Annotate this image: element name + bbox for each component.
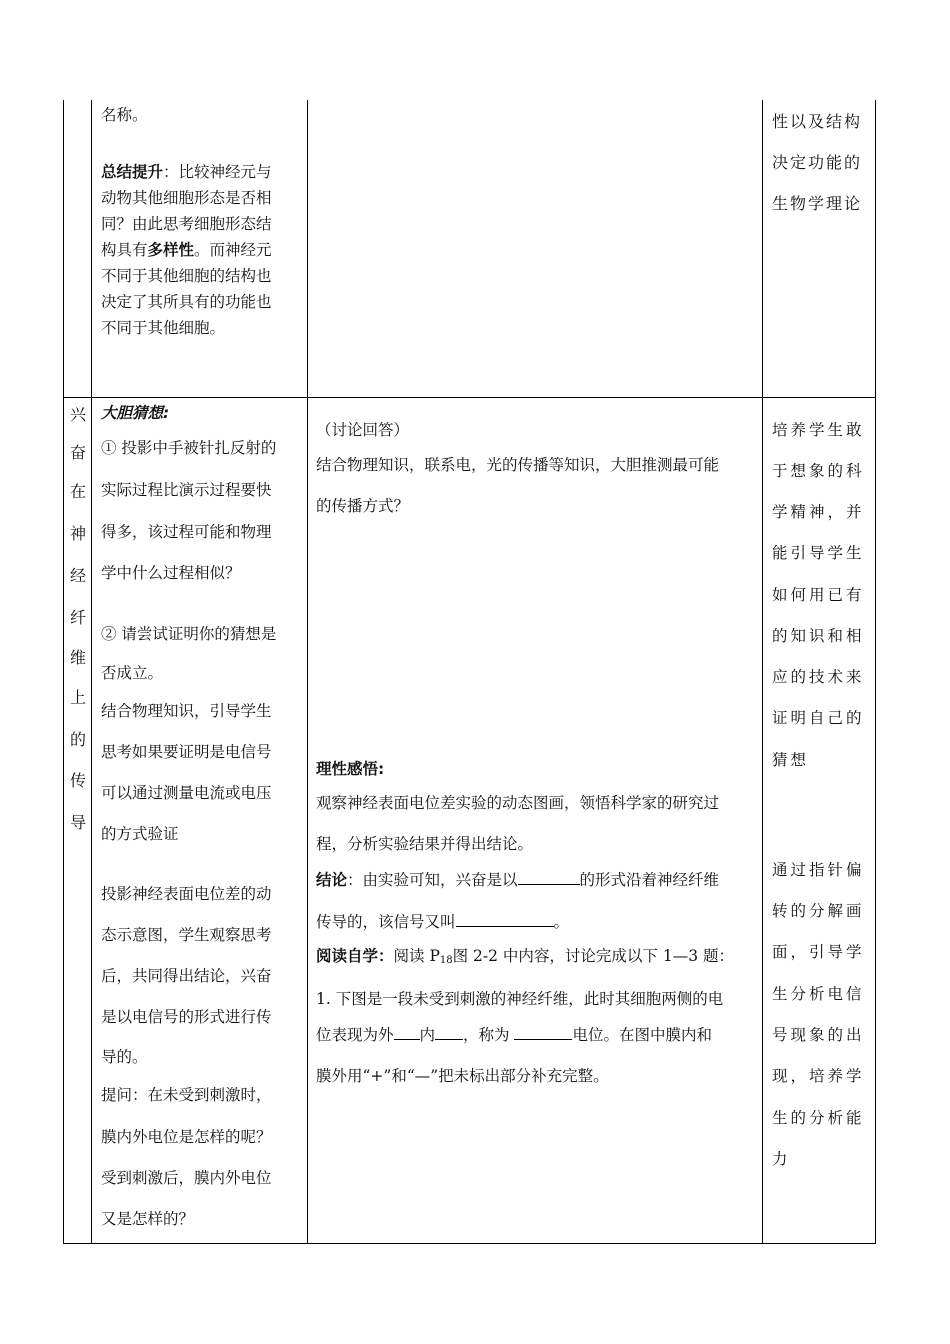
title-char: 在 — [70, 482, 87, 501]
table-divider-2 — [307, 100, 308, 1244]
text-line — [101, 237, 301, 263]
text-line: 生的分析能 — [772, 1109, 865, 1127]
text-line: 实际过程比演示过程要快 — [101, 481, 272, 499]
text-line: 观察神经表面电位差实验的动态图画，领悟科学家的研究过 — [316, 794, 720, 812]
table-divider-1 — [91, 100, 92, 1244]
text-span: 。 — [553, 913, 570, 931]
text-span: ：由实验可知，兴奋是以 — [347, 871, 518, 889]
text-line: 学中什么过程相似？ — [101, 564, 241, 582]
text-line: 的方式验证 — [101, 825, 179, 843]
text-line: 动物其他细胞形态是否相 — [101, 189, 272, 207]
text-line: 证明自己的 — [772, 709, 865, 727]
text-line: 学精神，并 — [772, 503, 865, 521]
insight-label: 理性感悟: — [316, 760, 385, 778]
question-line: 1. 下图是一段未受到刺激的神经纤维，此时其细胞两侧的电 — [316, 990, 724, 1008]
text-line: 得多，该过程可能和物理 — [101, 523, 272, 541]
text-line: 面，引导学 — [772, 943, 865, 961]
text-line: 的传播方式？ — [316, 497, 410, 515]
table-border-right — [875, 100, 876, 1244]
summary-text: ：比较神经元与 — [163, 163, 272, 181]
text-line: 思考如果要证明是电信号 — [101, 743, 272, 761]
text-line: 程，分析实验结果并得出结论。 — [316, 835, 534, 853]
text-line: 可以通过测量电流或电压 — [101, 784, 272, 802]
fill-blank[interactable] — [514, 1024, 572, 1040]
title-char: 兴 — [70, 405, 87, 424]
fill-blank[interactable] — [456, 911, 554, 927]
table-border-left — [63, 100, 64, 1244]
text-line: 通过指针偏 — [772, 861, 865, 879]
text-line: 能引导学生 — [772, 544, 865, 562]
text-line: 的知识和相 — [772, 627, 865, 645]
text-line: 性以及结构 — [772, 112, 863, 131]
fill-blank[interactable] — [435, 1024, 463, 1040]
text-line: 提问：在未受到刺激时， — [101, 1086, 272, 1104]
text-line: 培养学生敢 — [772, 421, 865, 439]
text-line: 不同于其他细胞的结构也 — [101, 267, 272, 285]
keyword-diversity: 多样性 — [147, 241, 195, 259]
text-span: 构具有 — [101, 241, 148, 259]
summary-label: 总结提升 — [101, 163, 164, 181]
reading-label: 阅读自学： — [316, 947, 394, 965]
text-line: 否成立。 — [101, 664, 164, 682]
text-span: 传导的，该信号又叫 — [316, 913, 456, 931]
text-line: 决定功能的 — [772, 153, 863, 172]
text-line: 导的。 — [101, 1048, 148, 1066]
title-char: 经 — [70, 566, 87, 585]
title-char: 神 — [70, 524, 87, 543]
question-line-2 — [316, 1023, 712, 1045]
text-line: 于想象的科 — [772, 462, 865, 480]
title-char: 的 — [70, 730, 87, 749]
text-span: ，称为 — [463, 1026, 515, 1044]
text-line: 生物学理论 — [772, 194, 863, 213]
text-line: 态示意图，学生观察思考 — [101, 926, 272, 944]
title-char: 传 — [70, 771, 87, 790]
text-line: 应的技术来 — [772, 668, 865, 686]
text-line: 决定了其所具有的功能也 — [101, 293, 272, 311]
table-divider-3 — [762, 100, 763, 1244]
text-line: 号现象的出 — [772, 1026, 865, 1044]
text-span: 图 2-2 中内容，讨论完成以下 1—3 题： — [452, 947, 735, 965]
title-char: 奋 — [70, 443, 87, 462]
text-line: ② 请尝试证明你的猜想是 — [101, 625, 277, 643]
title-char: 纤 — [70, 608, 87, 627]
text-line: 生分析电信 — [772, 985, 865, 1003]
page-number: 18 — [439, 955, 453, 966]
text-line: 又是怎样的？ — [101, 1210, 195, 1228]
conclusion-label: 结论 — [316, 871, 348, 889]
title-char: 上 — [70, 688, 87, 707]
text-line: ① 投影中手被针扎反射的 — [101, 439, 277, 457]
text-line: 同？由此思考细胞形态结 — [101, 215, 272, 233]
conclusion-line — [316, 868, 719, 890]
text-line: 结合物理知识，联系电，光的传播等知识，大胆推测最可能 — [316, 456, 720, 474]
text-span: 阅读 P — [393, 947, 440, 965]
fill-blank[interactable] — [394, 1024, 420, 1040]
bold-guess-title: 大胆猜想: — [101, 404, 170, 422]
table-row-divider — [63, 397, 876, 398]
text-line: 如何用已有 — [772, 586, 865, 604]
text-line: 现，培养学 — [772, 1067, 865, 1085]
summary-line — [101, 159, 301, 185]
text-span: 的形式沿着神经纤维 — [579, 871, 720, 889]
text-span: 内 — [419, 1026, 436, 1044]
fill-blank[interactable] — [518, 869, 580, 885]
row1-intent-cell — [772, 101, 870, 224]
text-line: 不同于其他细胞。 — [101, 319, 226, 337]
text-line: 猜想 — [772, 751, 810, 769]
text-line: 后，共同得出结论，兴奋 — [101, 967, 272, 985]
text-line: 是以电信号的形式进行传 — [101, 1008, 272, 1026]
text-span: 位表现为外 — [316, 1026, 394, 1044]
title-char: 维 — [70, 648, 87, 667]
text-line: 膜内外电位是怎样的呢？ — [101, 1128, 272, 1146]
text-span: 电位。在图中膜内和 — [572, 1026, 712, 1044]
conclusion-line-2 — [316, 910, 569, 932]
text-line: 结合物理知识，引导学生 — [101, 702, 272, 720]
text-line: 转的分解画 — [772, 902, 865, 920]
text-line: 名称。 — [101, 106, 148, 124]
table-border-bottom — [63, 1243, 876, 1244]
title-char: 导 — [70, 813, 87, 832]
text-span: 。而神经元 — [194, 241, 272, 259]
text-line: 力 — [772, 1150, 791, 1168]
question-line-3: 膜外用“+”和“—”把未标出部分补充完整。 — [316, 1067, 609, 1085]
text-line: 投影神经表面电位差的动 — [101, 885, 272, 903]
text-line: 受到刺激后，膜内外电位 — [101, 1169, 272, 1187]
discuss-note: （讨论回答） — [316, 421, 410, 439]
row1-activity-cell — [101, 102, 301, 341]
reading-line — [316, 944, 734, 966]
